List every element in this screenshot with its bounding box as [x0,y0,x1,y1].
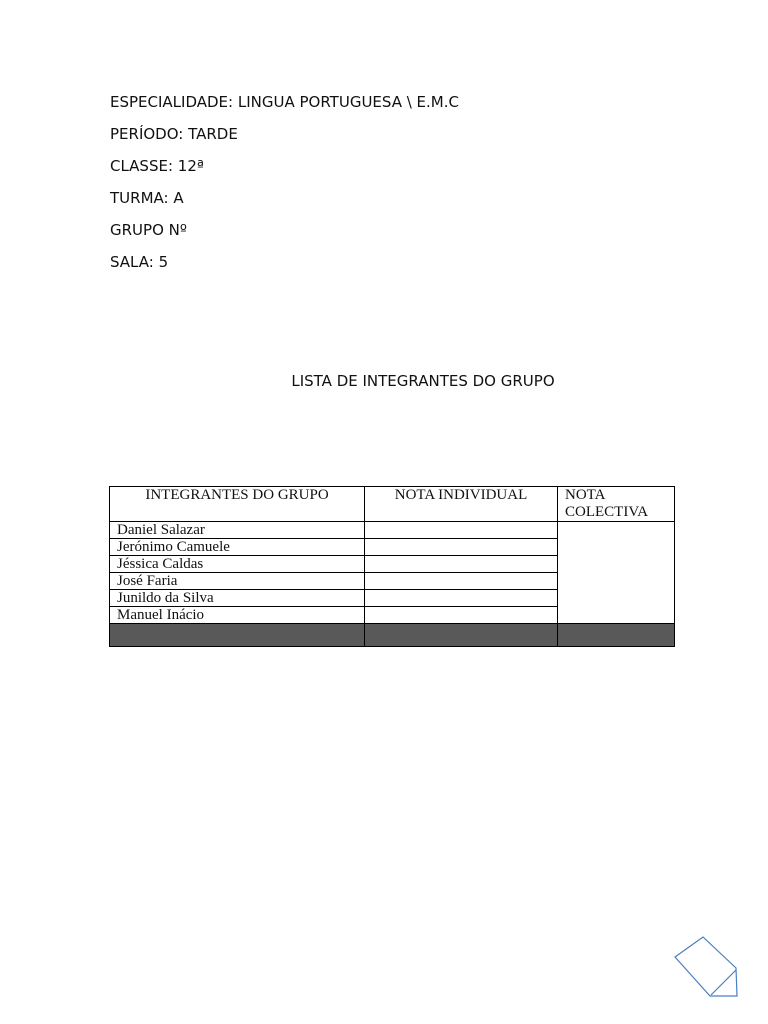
nota-individual-cell [365,607,558,624]
member-name: Junildo da Silva [110,590,365,607]
nota-individual-cell [365,539,558,556]
member-name: José Faria [110,573,365,590]
nota-individual-cell [365,522,558,539]
classe-line: CLASSE: 12ª [110,157,204,175]
header-nota-individual: NOTA INDIVIDUAL [365,487,558,522]
header-integrantes: INTEGRANTES DO GRUPO [110,487,365,522]
member-name: Jerónimo Camuele [110,539,365,556]
footer-cell [110,624,365,647]
nota-colectiva-cell [558,522,675,624]
periodo-line: PERÍODO: TARDE [110,125,238,143]
grupo-line: GRUPO Nº [110,221,187,239]
member-name: Jéssica Caldas [110,556,365,573]
members-table [109,486,675,647]
table-header-row [110,487,675,522]
pencil-icon[interactable] [670,934,742,1004]
footer-cell [365,624,558,647]
document-header-info [110,86,459,278]
sala-line: SALA: 5 [110,253,169,271]
nota-individual-cell [365,590,558,607]
list-title: LISTA DE INTEGRANTES DO GRUPO [291,372,555,390]
footer-cell [558,624,675,647]
table-footer-row [110,624,675,647]
especialidade-line: ESPECIALIDADE: LINGUA PORTUGUESA \ E.M.C [110,93,459,111]
table-row [110,522,675,539]
member-name: Daniel Salazar [110,522,365,539]
member-name: Manuel Inácio [110,607,365,624]
nota-individual-cell [365,573,558,590]
turma-line: TURMA: A [110,189,184,207]
header-nota-colectiva: NOTA COLECTIVA [558,487,675,522]
nota-individual-cell [365,556,558,573]
